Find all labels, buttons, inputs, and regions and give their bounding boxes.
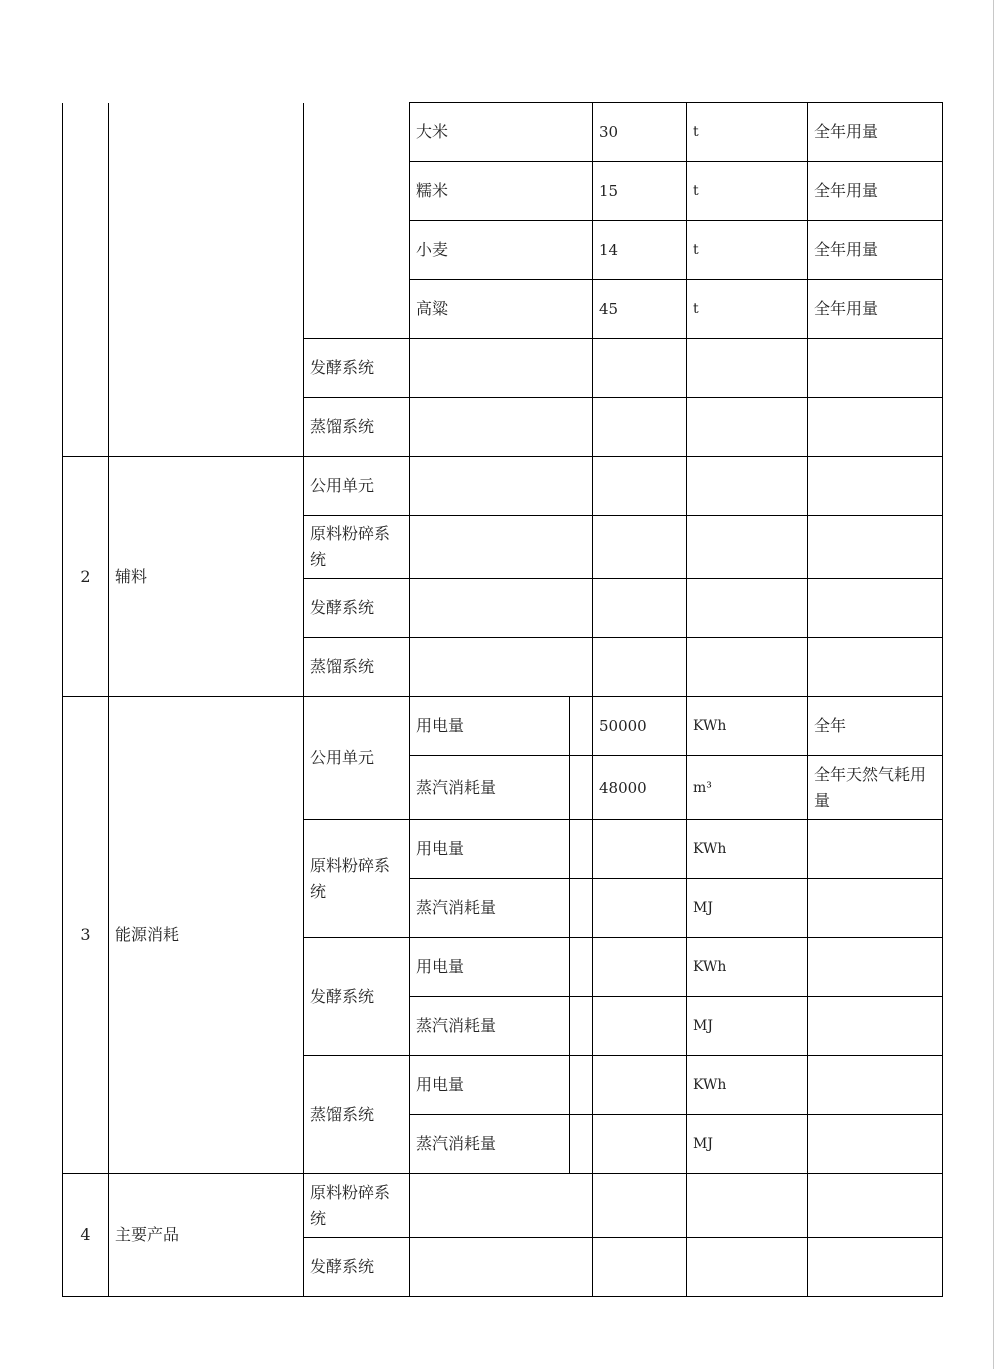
item-note <box>808 938 943 997</box>
item-note <box>808 879 943 938</box>
item-name: 用电量 <box>410 820 570 879</box>
system-cell: 原料粉碎系统 <box>304 820 410 938</box>
item-name: 高粱 <box>410 280 593 339</box>
item-note: 全年用量 <box>808 103 943 162</box>
system-cell: 蒸馏系统 <box>304 398 410 457</box>
item-name: 用电量 <box>410 938 570 997</box>
item-qty <box>593 997 687 1056</box>
system-cell: 原料粉碎系统 <box>304 516 410 579</box>
item-qty: 30 <box>593 103 687 162</box>
item-name: 用电量 <box>410 1056 570 1115</box>
item-unit: KWh <box>687 938 808 997</box>
item-name: 糯米 <box>410 162 593 221</box>
system-cell: 原料粉碎系统 <box>304 1174 410 1238</box>
system-cell: 公用单元 <box>304 457 410 516</box>
item-unit: KWh <box>687 697 808 756</box>
item-unit: MJ <box>687 879 808 938</box>
row-number: 3 <box>63 697 109 1174</box>
item-unit: t <box>687 162 808 221</box>
item-qty: 50000 <box>593 697 687 756</box>
no-cell <box>63 103 109 457</box>
table-row <box>63 1174 943 1238</box>
system-cell: 发酵系统 <box>304 339 410 398</box>
system-cell: 公用单元 <box>304 697 410 820</box>
item-note <box>808 820 943 879</box>
item-unit: KWh <box>687 820 808 879</box>
category-label: 能源消耗 <box>109 697 304 1174</box>
item-unit: MJ <box>687 1115 808 1174</box>
item-qty: 45 <box>593 280 687 339</box>
row-number: 2 <box>63 457 109 697</box>
item-unit: MJ <box>687 997 808 1056</box>
item-qty <box>593 820 687 879</box>
item-name: 大米 <box>410 103 593 162</box>
item-qty <box>593 938 687 997</box>
page-edge <box>993 0 994 1369</box>
item-unit: KWh <box>687 1056 808 1115</box>
consumption-table <box>62 102 943 1297</box>
item-qty <box>593 1115 687 1174</box>
item-note: 全年 <box>808 697 943 756</box>
system-cell: 蒸馏系统 <box>304 1056 410 1174</box>
item-qty <box>593 879 687 938</box>
item-note <box>808 1056 943 1115</box>
item-unit: t <box>687 280 808 339</box>
system-cell: 发酵系统 <box>304 579 410 638</box>
item-note: 全年用量 <box>808 280 943 339</box>
item-unit: m³ <box>687 756 808 820</box>
system-cell: 发酵系统 <box>304 1238 410 1297</box>
item-qty: 15 <box>593 162 687 221</box>
item-note: 全年用量 <box>808 221 943 280</box>
item-note <box>808 1115 943 1174</box>
system-cell: 发酵系统 <box>304 938 410 1056</box>
item-note: 全年天然气耗用量 <box>808 756 943 820</box>
category-label: 主要产品 <box>109 1174 304 1297</box>
item-name: 蒸汽消耗量 <box>410 756 570 820</box>
system-cell <box>304 103 410 339</box>
category-cell <box>109 103 304 457</box>
item-name: 蒸汽消耗量 <box>410 1115 570 1174</box>
item-qty <box>593 1056 687 1115</box>
system-cell: 蒸馏系统 <box>304 638 410 697</box>
item-note: 全年用量 <box>808 162 943 221</box>
item-qty: 48000 <box>593 756 687 820</box>
item-unit: t <box>687 221 808 280</box>
item-name: 蒸汽消耗量 <box>410 879 570 938</box>
item-unit: t <box>687 103 808 162</box>
category-label: 辅料 <box>109 457 304 697</box>
table-row <box>63 103 943 162</box>
table-row <box>63 697 943 756</box>
item-name: 小麦 <box>410 221 593 280</box>
item-qty: 14 <box>593 221 687 280</box>
item-note <box>808 997 943 1056</box>
table-row <box>63 457 943 516</box>
item-name: 蒸汽消耗量 <box>410 997 570 1056</box>
item-name: 用电量 <box>410 697 570 756</box>
row-number: 4 <box>63 1174 109 1297</box>
